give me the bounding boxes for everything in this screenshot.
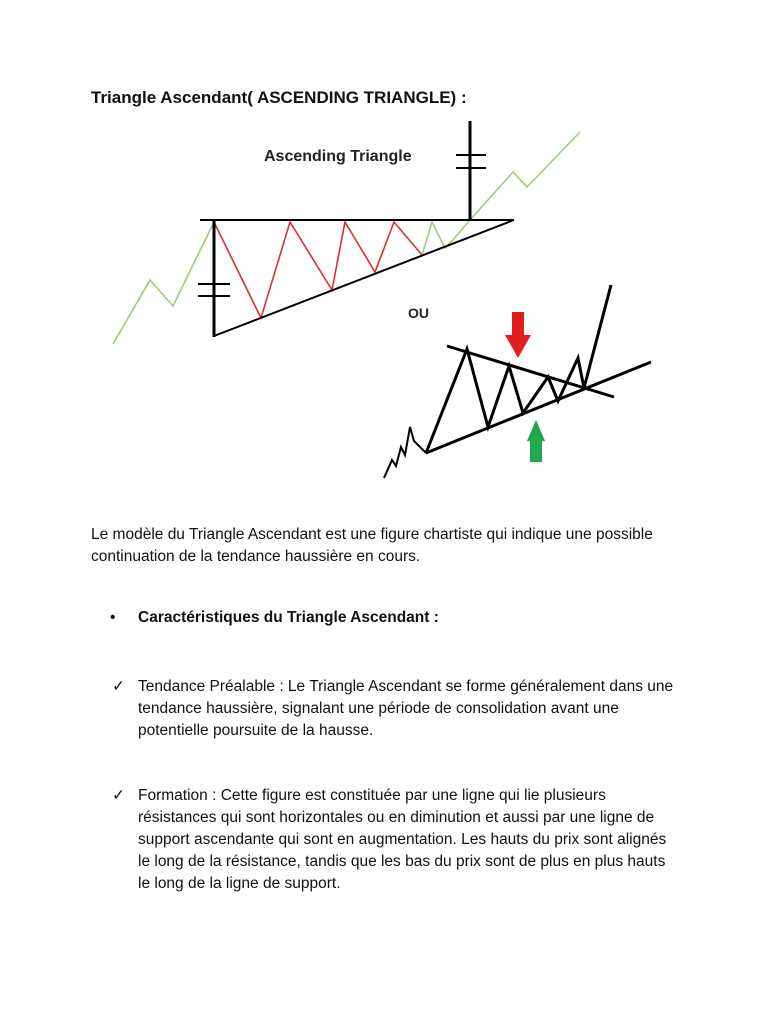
prior-trend-squiggle [384,427,426,478]
zigzag-green [422,220,470,255]
checkmark-icon: ✓ [112,678,125,695]
bullet-icon: • [110,609,116,626]
or-label: OU [408,305,429,321]
breakout-line-green [470,132,580,220]
list-item-text: Formation : Cette figure est constituée par une ligne qui lie plusieurs résistances qui sont horizontales ou en diminution et aussi par une ligne de support ascendante qui sont en augmentation. Les hauts du prix sont alignés le long de la résistance, tandis que les bas du prix sont de plus en plus hauts le long de la ligne de support. [138,787,667,892]
zigzag-red [214,222,422,318]
arrow-up-icon [527,420,545,462]
ascending-triangle-figure [0,0,768,500]
list-item-text: Tendance Préalable : Le Triangle Ascendant se forme généralement dans une tendance haussière, signalant une période de consolidation avant une potentielle poursuite de la hausse. [138,678,674,739]
intro-paragraph: Le modèle du Triangle Ascendant est une figure chartiste qui indique une possible continuation de la tendance haussière en cours. [91,526,653,565]
arrow-down-icon [505,312,531,358]
support-line [214,220,514,336]
document-title: Triangle Ascendant( ASCENDING TRIANGLE) : [91,88,467,107]
diagram-title: Ascending Triangle [264,148,412,165]
checkmark-icon: ✓ [112,787,125,804]
section-title: Caractéristiques du Triangle Ascendant : [138,609,439,626]
